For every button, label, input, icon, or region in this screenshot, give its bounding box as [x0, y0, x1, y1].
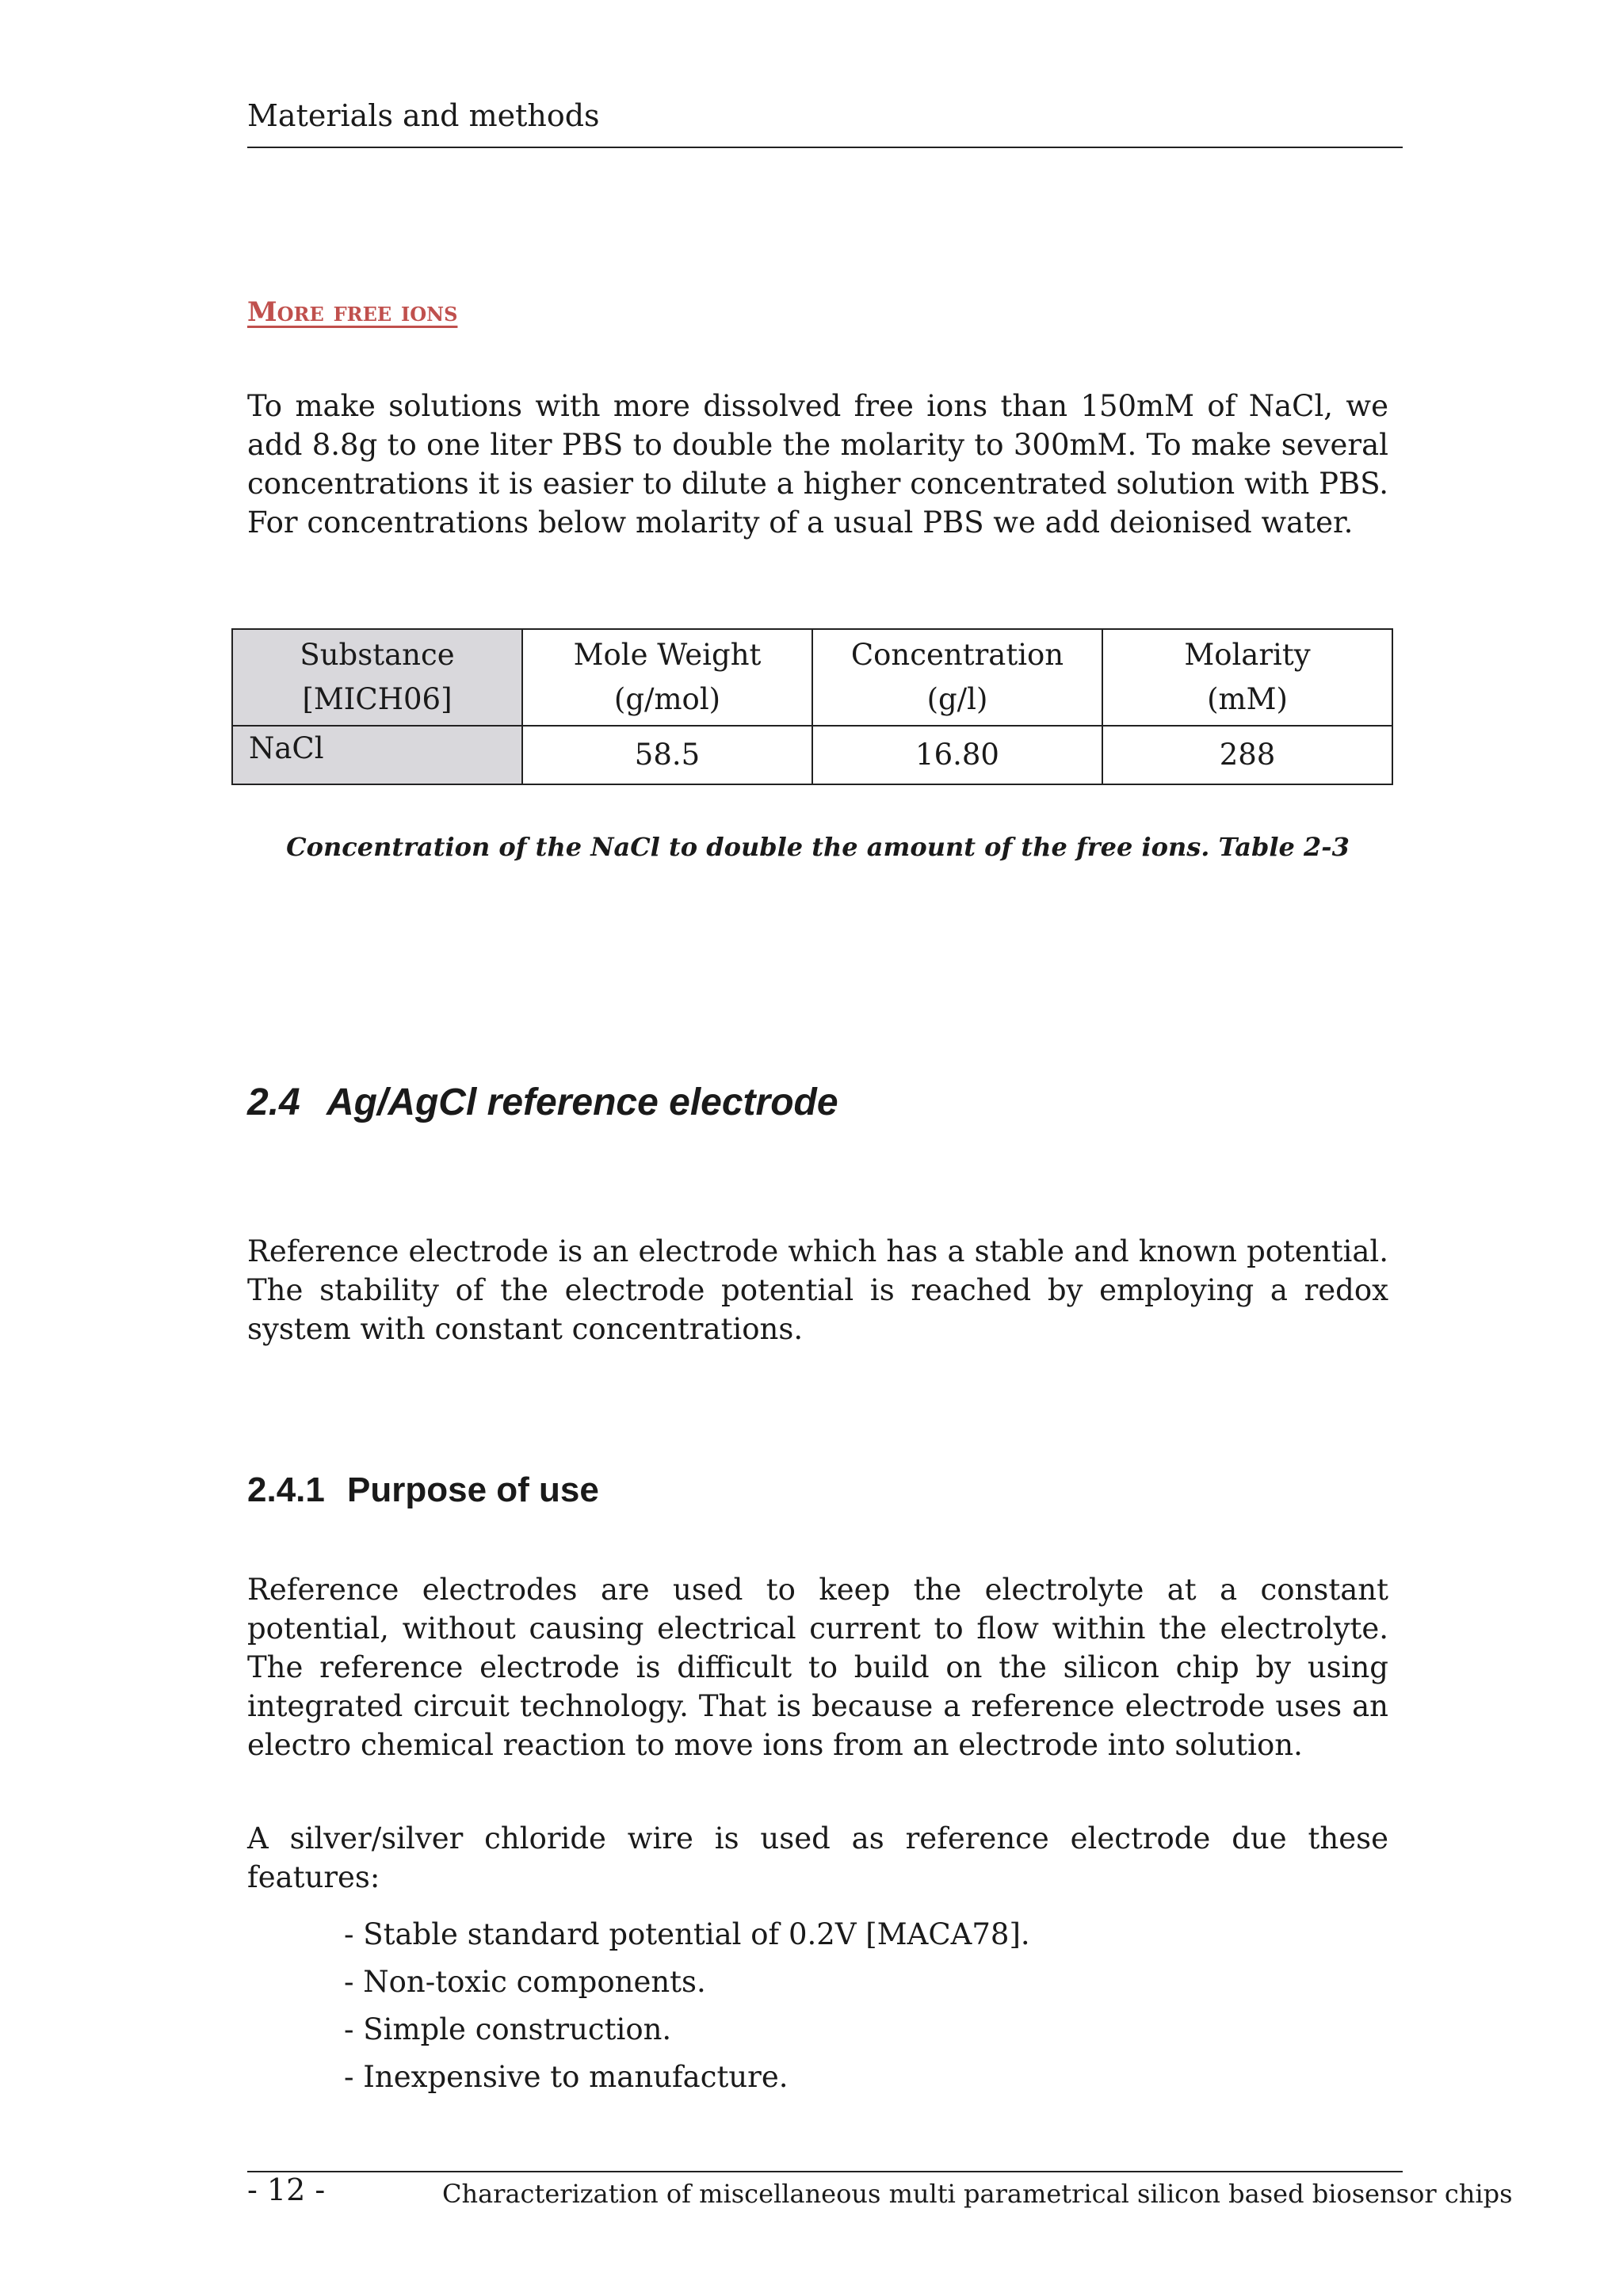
table-caption: Concentration of the NaCl to double the amount of the free ions. Table 2-3: [286, 832, 1350, 862]
header-line: Concentration: [850, 638, 1064, 672]
table-cell: NaCl: [232, 726, 522, 784]
page-number: - 12 -: [247, 2172, 326, 2207]
paragraph-features-intro: A silver/silver chloride wire is used as reference electrode due these features:: [247, 1821, 1388, 1894]
table-header-cell: [522, 629, 812, 726]
table-header-cell: [812, 629, 1102, 726]
section-title: Ag/AgCl reference electrode: [327, 1081, 838, 1123]
table-header-cell: [1102, 629, 1392, 726]
minor-heading: More free ions: [247, 296, 458, 328]
header-line: Substance: [300, 638, 455, 672]
header-rule: [247, 147, 1403, 148]
header-line: [MICH06]: [302, 682, 453, 716]
header-line: (g/l): [926, 682, 988, 716]
header-line: (g/mol): [613, 682, 721, 716]
list-item: - Inexpensive to manufacture.: [344, 2060, 789, 2094]
subsection-heading: [247, 1470, 599, 1510]
footer-rule: [247, 2171, 1403, 2172]
table-cell: 288: [1102, 726, 1392, 784]
header-line: (mM): [1207, 682, 1288, 716]
header-line: Mole Weight: [573, 638, 762, 672]
list-item: - Stable standard potential of 0.2V [MACA78].: [344, 1917, 1030, 1951]
header-line: Molarity: [1184, 638, 1311, 672]
footer-title: Characterization of miscellaneous multi parametrical silicon based biosensor chips: [442, 2179, 1513, 2209]
table-header-row: [232, 629, 1392, 726]
table-header-cell: [232, 629, 522, 726]
table-cell: 16.80: [812, 726, 1102, 784]
feature-list: [344, 1911, 1030, 2101]
table-row: [232, 726, 1392, 784]
list-item: - Simple construction.: [344, 2012, 672, 2046]
nacl-table: [231, 628, 1393, 785]
table-cell: 58.5: [522, 726, 812, 784]
subsection-title: Purpose of use: [347, 1470, 599, 1509]
section-heading: [247, 1081, 838, 1124]
section-number: 2.4: [247, 1081, 300, 1123]
paragraph-more-free-ions: To make solutions with more dissolved free ions than 150mM of NaCl, we add 8.8g to one liter PBS to double the molarity to 300mM. To make several concentrations it is easier to dilute a higher concentrated solution with PBS. For concentrations below molarity of a usual PBS we add deionised water.: [247, 389, 1388, 540]
subsection-number: 2.4.1: [247, 1470, 325, 1509]
paragraph-reference-electrode: Reference electrode is an electrode which has a stable and known potential. The stability of the electrode potential is reached by employing a redox system with constant concentrations.: [247, 1234, 1388, 1346]
paragraph-purpose: Reference electrodes are used to keep the electrolyte at a constant potential, without causing electrical current to flow within the electrolyte. The reference electrode is difficult to build on the silicon chip by using integrated circuit technology. That is because a reference electrode uses an electro chemical reaction to move ions from an electrode into solution.: [247, 1573, 1388, 1762]
list-item: - Non-toxic components.: [344, 1965, 706, 1999]
running-header: Materials and methods: [247, 98, 600, 133]
